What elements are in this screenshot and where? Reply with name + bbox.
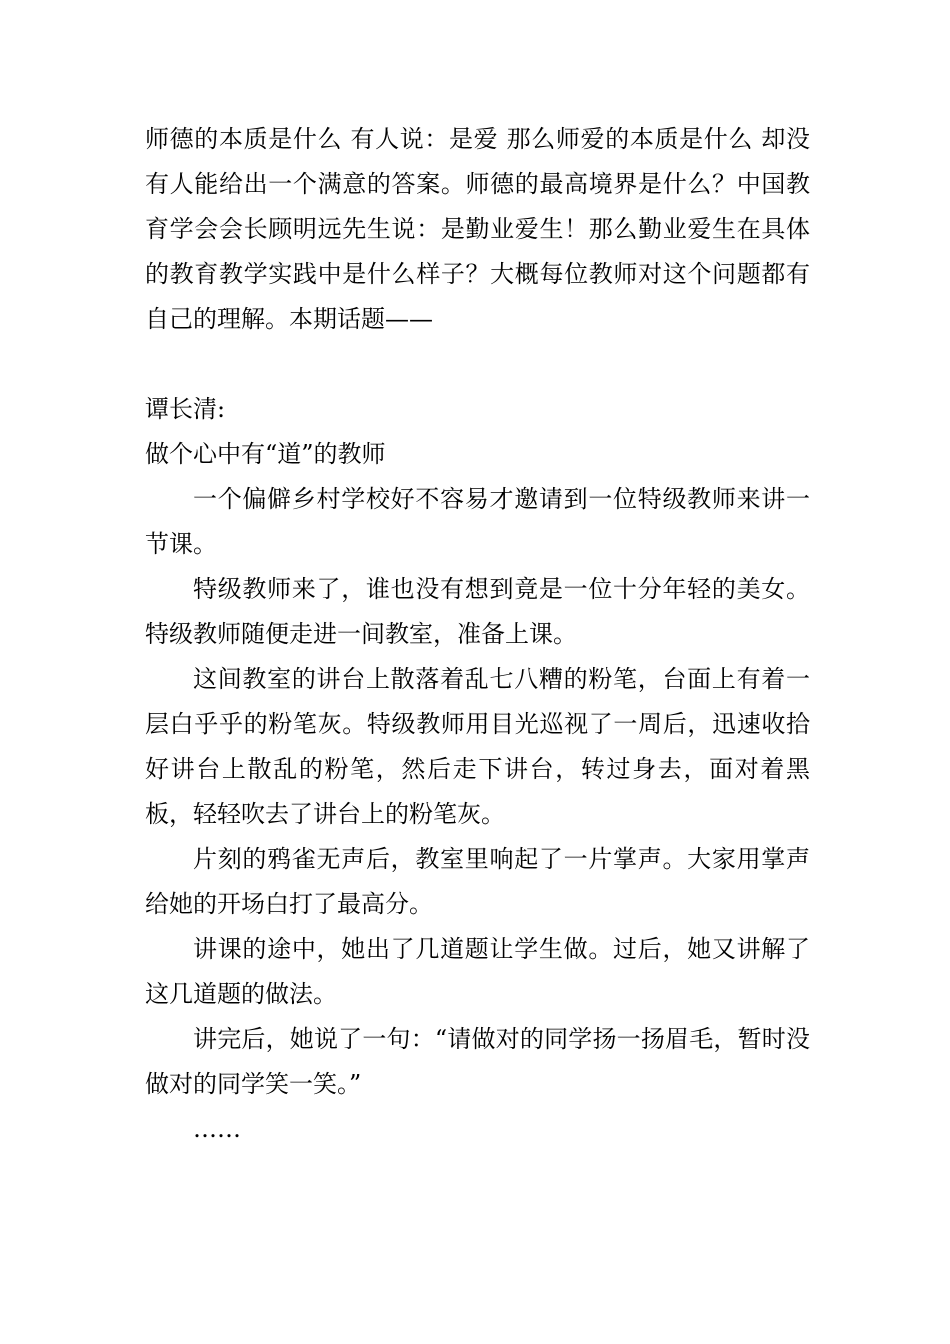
author-line: 谭长清: xyxy=(145,395,226,423)
article-title: 做个心中有“道”的教师 xyxy=(145,440,386,468)
body-paragraph-2: 特级教师来了，谁也没有想到竟是一位十分年轻的美女。特级教师随便走进一间教室，准备上课。 xyxy=(145,575,810,648)
intro-paragraph: 师德的本质是什么 有人说：是爱 那么师爱的本质是什么 却没有人能给出一个满意的答案。师德的最高境界是什么？中国教育学会会长顾明远先生说：是勤业爱生！那么勤业爱生在具体的教育教学实践中是什么样子？大概每位教师对这个问题都有自己的理解。本期话题—— xyxy=(145,125,810,333)
body-paragraph-6: 讲完后，她说了一句：“请做对的同学扬一扬眉毛，暂时没做对的同学笑一笑。” xyxy=(145,1025,810,1098)
body-paragraph-1: 一个偏僻乡村学校好不容易才邀请到一位特级教师来讲一节课。 xyxy=(145,485,810,558)
ellipsis-line: …… xyxy=(193,1115,241,1143)
document-body xyxy=(145,117,810,1152)
body-paragraph-4: 片刻的鸦雀无声后，教室里响起了一片掌声。大家用掌声给她的开场白打了最高分。 xyxy=(145,845,810,918)
body-paragraph-5: 讲课的途中，她出了几道题让学生做。过后，她又讲解了这几道题的做法。 xyxy=(145,935,810,1008)
body-paragraph-3: 这间教室的讲台上散落着乱七八糟的粉笔，台面上有着一层白乎乎的粉笔灰。特级教师用目光巡视了一周后，迅速收拾好讲台上散乱的粉笔，然后走下讲台，转过身去，面对着黑板，轻轻吹去了讲台上的粉笔灰。 xyxy=(145,665,810,828)
